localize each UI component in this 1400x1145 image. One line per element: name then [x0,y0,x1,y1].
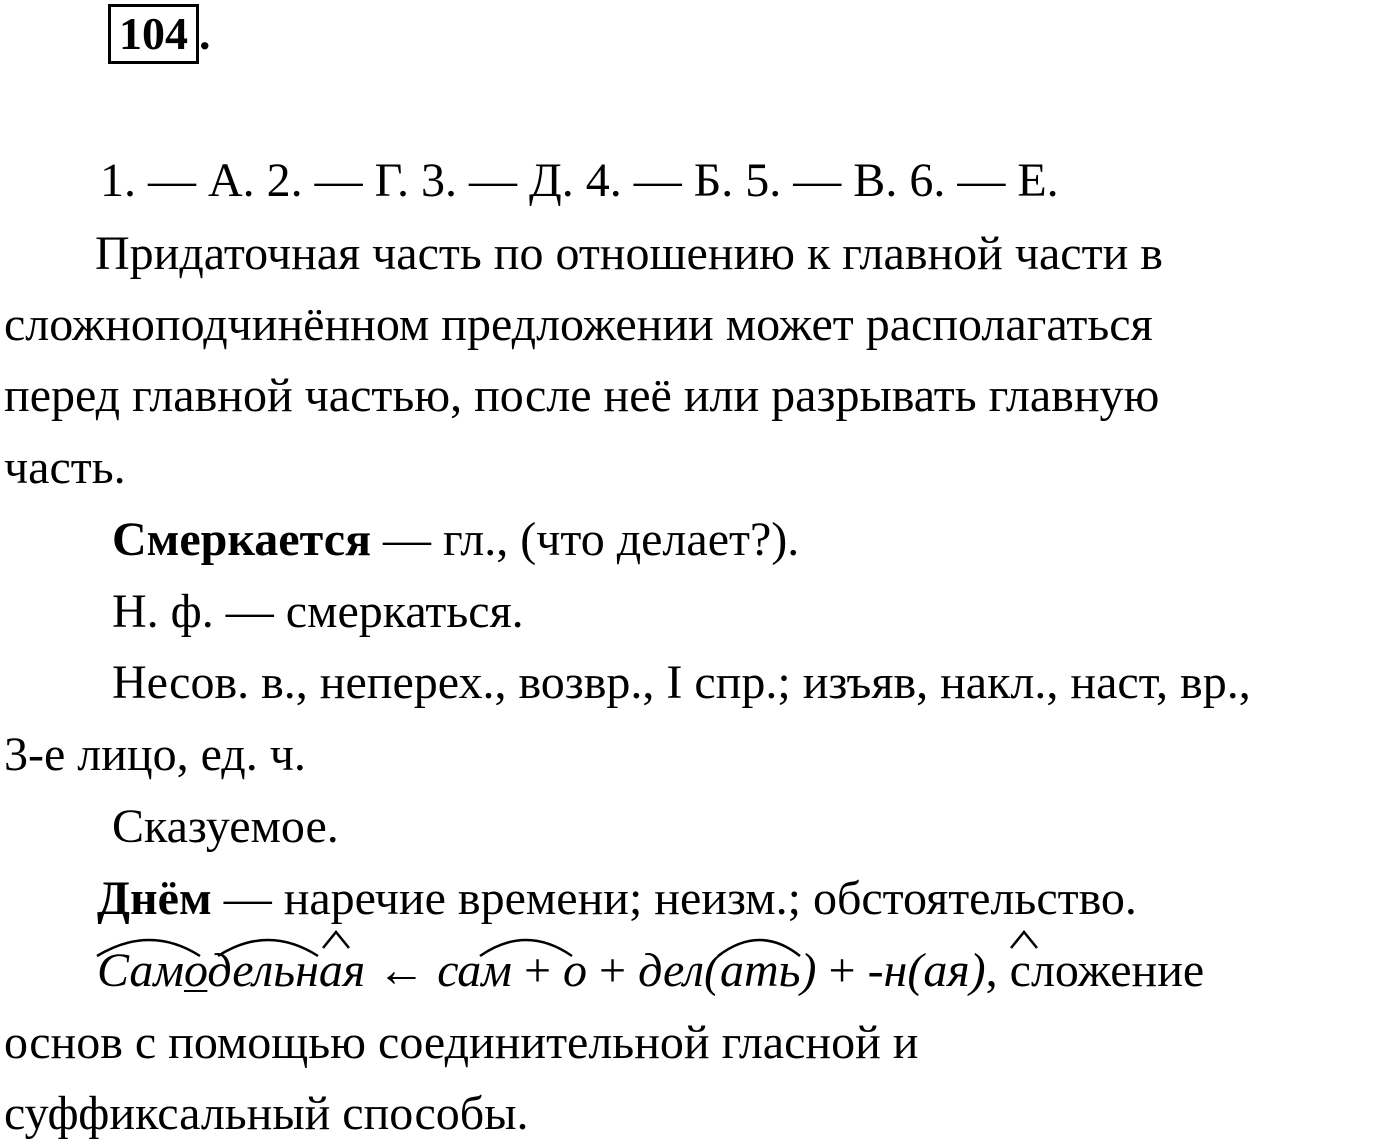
plus-sign: + [816,944,868,997]
verb-role: Сказуемое. [112,800,339,853]
word-formation-line [97,943,1204,999]
word-formation-continuation-1: основ с помощью соединительной гласной и [4,1016,919,1069]
verb-rest: — гл., (что делает?). [371,513,800,566]
verb-features-line-2: 3-е лицо, ед. ч. [4,728,306,781]
verb-line [112,512,799,568]
word-formation-rest: , сложение [985,944,1205,997]
suffix-n: -н(ая) [867,944,986,997]
verb-features-line-1: Несов. в., неперех., возвр., I спр.; изъяв, накл., наст, вр., [112,656,1251,709]
vowel-o: о [563,944,588,997]
verb-word: Смеркается [112,513,372,566]
task-number-value: 104 [119,8,188,59]
adverb-rest: — наречие времени; неизм.; обстоятельство. [211,872,1137,925]
task-number-punct: . [199,8,211,59]
paragraph-line-4: часть. [4,441,126,494]
plus-sign: + [511,944,564,997]
task-number-box [108,4,199,64]
adverb-word: Днём [97,872,212,925]
analyzed-word-part1: Сам [97,944,184,997]
task-number [108,4,211,64]
answers-line: 1. — А. 2. — Г. 3. — Д. 4. — Б. 5. — В. 6. — Е. [100,154,1059,207]
word-formation-continuation-2: суффиксальный способы. [4,1087,529,1140]
paragraph-line-3: перед главной частью, после неё или разрывать главную [4,369,1160,422]
adverb-line [97,871,1137,927]
paragraph-line-1: Придаточная часть по отношению к главной части в [95,227,1163,280]
verb-initial-form: Н. ф. — смеркаться. [112,585,524,638]
derivation-arrow: ← [365,944,438,997]
connecting-vowel: о [183,944,208,997]
base-del: дел(ать) [638,944,817,997]
analyzed-word-part2: дельная [207,944,366,997]
plus-sign: + [587,944,639,997]
base-sam: сам [437,944,512,997]
paragraph-line-2: сложноподчинённом предложении может располагаться [4,298,1153,351]
